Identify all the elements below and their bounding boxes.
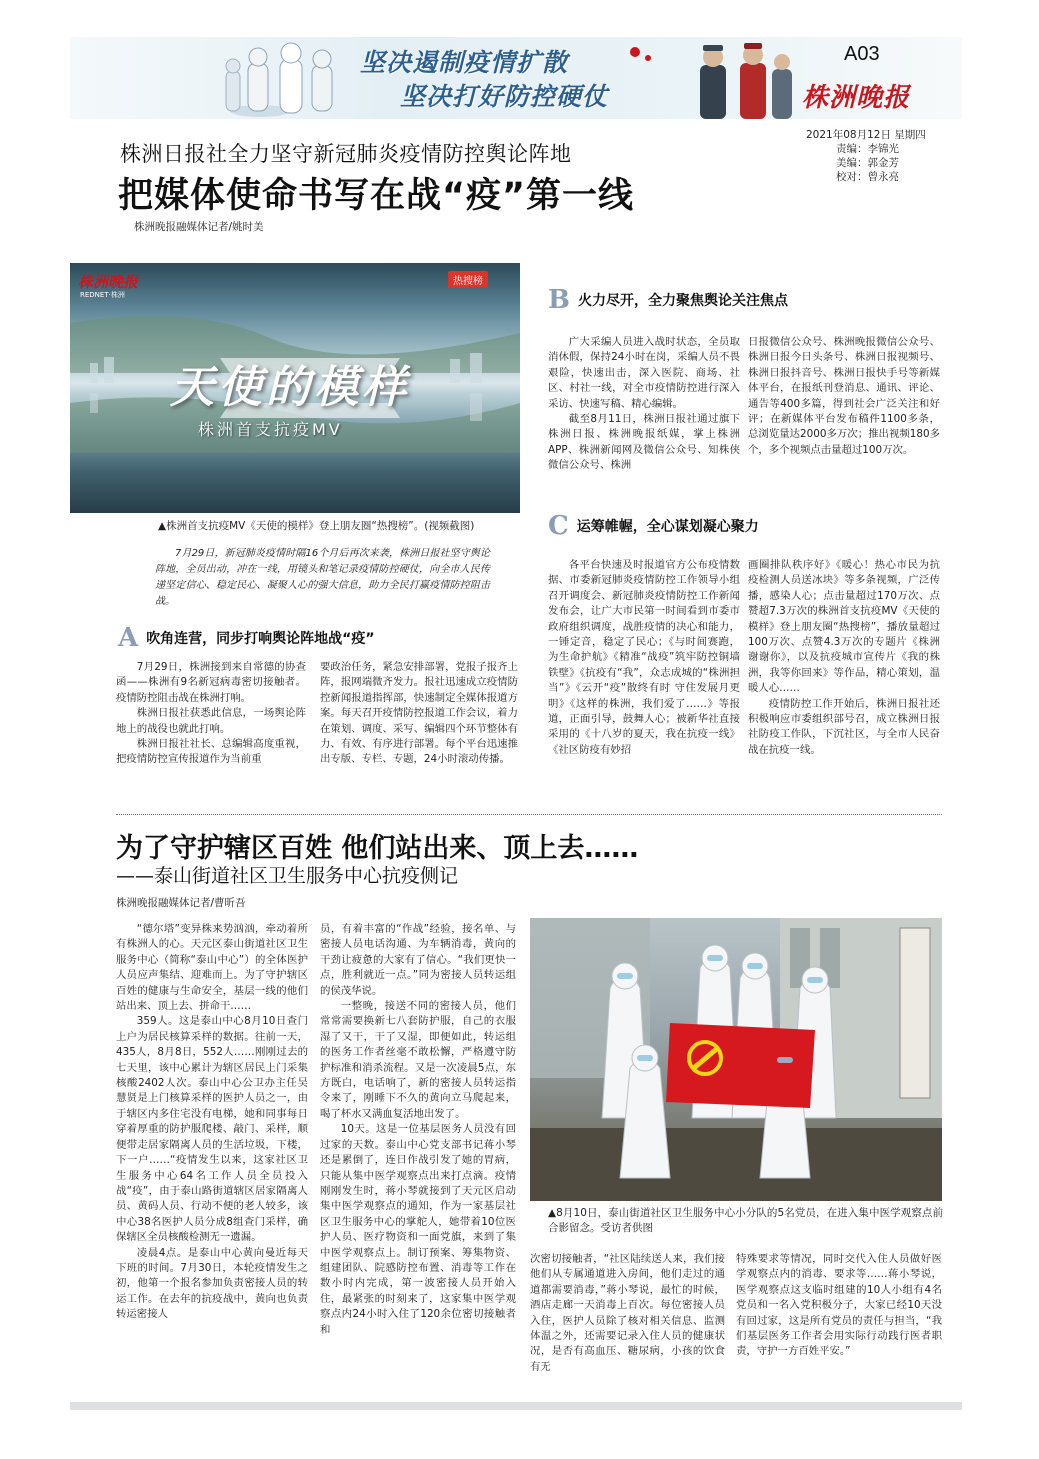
paragraph: 员，有着丰富的“作战”经验，接名单、与密接人员电话沟通、为车辆消毒，黄向的干劲让疲惫的大家有了信心。“我们更快一点，胜利就近一点。”同为密接人员转运组的侯茂华说。: [320, 923, 516, 997]
paragraph: 凌晨4点。是泰山中心黄向曼近每天下班的时间。7月30日，本轮疫情发生之初，他第一个报名参加负责密接人员的转运工作。在去年的抗疫战中，黄向也负责转运密接人: [116, 1246, 308, 1321]
section-a-letter: A: [118, 623, 139, 653]
section-b-col1: [548, 335, 740, 495]
paragraph: 特殊要求等情况，同时交代入住人员做好医学观察点内的消毒、要求等……蒋小琴说，医学观察点这支临时组建的10人小组有4名党员和一名入党积极分子，大家已经10天没有回过家，这是所有党员的责任与担当，“我们基层医务工作者会用实际行动践行医者职责，守护一方百姓平安。”: [736, 1253, 942, 1358]
article2-subheadline: ——泰山街道社区卫生服务中心抗疫侧记: [116, 865, 459, 887]
section-a-title: 吹角连营，同步打响舆论阵地战“疫”: [146, 631, 375, 647]
header-banner: [70, 37, 962, 119]
article1-byline: 株洲晚报融媒体记者/姚时美: [134, 221, 264, 233]
banner-slogan-1: 坚决遏制疫情扩散: [360, 48, 569, 77]
paragraph: 7月29日，株洲接到来自常德的协查函——株洲有9名新冠病毒密切接触者。疫情防控阻击战在株洲打响。: [116, 661, 306, 704]
article2-col3: [530, 1252, 725, 1380]
page-bottom-band: [70, 1402, 962, 1410]
section-c-title: 运筹帷幄，全心谋划凝心聚力: [576, 519, 759, 535]
paragraph: 一整晚，接送不同的密接人员，他们常常需要换新七八套防护服，自己的衣服湿了又干，干了又湿，即便如此，转运组的医务工作者丝毫不敢松懈，严格遵守防护标准和消杀流程。又是一次凌晨5点，东方既白，电话响了，新的密接人员转运指令来了，刚睡下不久的黄向立马爬起来，喝了杯水又满血复活地出发了。: [320, 1000, 516, 1120]
section-c-heading: [548, 513, 759, 539]
paragraph: 359人。这是泰山中心8月10日查门上户为居民核算采样的数据。往前一天，435人，8月8日，552人……刚刚过去的七天里，该中心累计为辖区居民上门采集核酸2402人次。泰山中心公卫办主任吴慧贤是上门核算采样的医护人员之一，由于辖区内多住宅没有电梯，她和同事每日穿着厚重的防护服爬楼、敲门、采样，顺便带走居家隔离人员的生活垃圾，下楼，下一户……“疫情发生以来，这家社区卫生服务中心64名工作人员全员投入战“疫”，由于泰山路街道辖区居家隔离人员、黄码人员、行动不便的老人较多，该中心38名医护人员分成8组查门采样，确保辖区全员核酸检测无一遗漏。: [116, 1015, 308, 1244]
mv-screenshot-photo: [70, 263, 520, 513]
article1-lead: 7月29日，新冠肺炎疫情时隔16个月后再次来袭，株洲日报社坚守舆论阵地，全员出动，冲在一线，用镜头和笔记录疫情防控硬仗，向全市人民传递坚定信心、稳定民心、凝聚人心的强大信息，助力全民打赢疫情防控阻击战。: [155, 548, 490, 607]
article2-col2: [320, 922, 516, 1380]
section-c-letter: C: [548, 511, 569, 541]
mv-big-title: 天使的模样: [170, 362, 410, 413]
banner-dots: [630, 47, 640, 57]
article2-col4: [736, 1252, 942, 1380]
article2-headline: 为了守护辖区百姓 他们站出来、顶上去……: [116, 833, 639, 864]
medical-photo-caption: ▲8月10日，泰山街道社区卫生服务中心小分队的5名党员，在进入集中医学观察点前合影留念。受访者供图: [548, 1207, 943, 1234]
paragraph: 要政治任务，紧急安排部署，党报子报齐上阵，报网端微齐发力。报社迅速成立疫情防控新闻报道指挥部，快速制定全媒体报道方案。每天召开疫情防控报道工作会议，着力在策划、调度、采写、编辑四个环节整体有力、有效、有序进行部署。每个平台迅速推出专版、专栏、专题，24小时滚动传播。: [320, 661, 518, 766]
article2-byline: 株洲晚报融媒体记者/曹昕吾: [116, 897, 246, 909]
section-b-col2: [748, 335, 940, 495]
section-a-col1: [116, 660, 306, 810]
paragraph: 10天。这是一位基层医务人员没有回过家的天数。泰山中心党支部书记蒋小琴还是累倒了，连日作战引发了她的胃病，只能从集中医学观察点出来打点滴。疫情刚刚发生时，蒋小琴就接到了天元区启动集中医学观察点的通知，作为一家基层社区卫生服务中心的掌舵人，她带着10位医护人员、医疗物资和一面党旗，来到了集中医学观察点上。制订预案、筹集物资、组建团队、院感防控布置、消毒等工作在数小时内完成，第一波密接人员开始入住，最紧张的时刻来了，这家集中医学观察点内24小时入住了120余位密切接触者和: [320, 1123, 516, 1336]
mv-photo-caption: ▲株洲首支抗疫MV《天使的模样》登上朋友圈“热搜榜”。(视频截图): [158, 520, 475, 532]
article2-col1: [116, 922, 308, 1380]
officers-illustration: [670, 39, 810, 119]
medical-team-illustration: [530, 918, 942, 1201]
banner-slogan-2: 坚决打好防控硬仗: [400, 82, 609, 111]
paragraph: “德尔塔”变异株来势汹汹，牵动着所有株洲人的心。天元区泰山街道社区卫生服务中心（简称“泰山中心”）的全体医护人员应声集结、迎难而上。为了守护辖区百姓的健康与生命安全，基层一线的他们站出来、顶上去、拼命干……: [116, 923, 308, 1013]
section-c-col2: [748, 558, 940, 808]
paragraph: 各平台快速及时报道官方公布疫情数据、市委新冠肺炎疫情防控工作领导小组召开调度会、新冠肺炎疫情防控工作新闻发布会，让广大市民第一时间看到市委市政府组织调度，战胜疫情的决心和能力，一锤定音，稳定了民心；《与时间赛跑，为生命护航》《精准“战疫”筑牢防控铜墙铁壁》《抗疫有“我”，众志成城的“株洲担当”》《云开“疫”散终有时 守住发展月更明》《这样的株洲，我们爱了……》等报道，正面引导，鼓舞人心；被新华社直接采用的《十八岁的夏天，我在抗疫一线》《社区防疫有妙招: [548, 559, 740, 756]
article-divider: [116, 814, 942, 815]
article1-headline: 把媒体使命书写在战“疫”第一线: [118, 176, 635, 216]
mv-sub-title: 株洲首支抗疫MV: [198, 420, 343, 439]
designer-credit: 美编：郭金芳: [836, 157, 899, 169]
section-b-title: 火力尽开，全力聚焦舆论关注焦点: [577, 293, 788, 309]
medical-team-photo: [530, 918, 942, 1201]
paragraph: 画圈排队秩序好》《暖心！热心市民为抗疫检测人员送冰块》等多条视频，广泛传播，感染人心；点击量超过170万次、点赞超7.3万次的株洲首支抗疫MV《天使的模样》登上朋友圈“热搜榜”，播放量超过100万次、点赞4.3万次的专题片《株洲谢谢你》，以及抗疫城市宣传片《我的株洲，我等你回来》等作品，精心策划，温暖人心……: [748, 559, 940, 695]
newspaper-logo: 株洲晚报: [802, 83, 911, 113]
paragraph: 疫情防控工作开始后，株洲日报社还积极响应市委组织部号召，成立株洲日报社防疫工作队，下沉社区，与全市人民奋战在抗疫一线。: [748, 697, 940, 756]
mv-logo: 株洲晚报: [78, 273, 139, 291]
proofreader-credit: 校对：曾永亮: [836, 171, 899, 183]
banner-dots: [645, 55, 651, 61]
mv-tag: 热搜榜: [448, 271, 488, 288]
paragraph: 截至8月11日，株洲日报社通过旗下株洲日报、株洲晚报纸媒，掌上株洲APP、株洲新闻网及微信公众号、知株侠微信公众号、株洲: [548, 413, 740, 472]
section-c-col1: [548, 558, 740, 808]
issue-date: 2021年08月12日 星期四: [806, 129, 926, 141]
section-b-letter: B: [548, 285, 570, 315]
section-b-heading: [548, 287, 788, 313]
paragraph: 次密切接触者，“社区陆续送人来，我们接他们从专属通道进入房间，他们走过的通道都需要消毒，”蒋小琴说，最忙的时候，酒店走廊一天消毒上百次。每位密接人员入住，医护人员除了核对相关信息、监测体温之外，还需要记录入住人员的健康状况，是否有高血压、糖尿病，小孩的饮食有无: [530, 1253, 725, 1373]
paragraph: 株洲日报社社长、总编辑高度重视，把疫情防控宣传报道作为当前重: [116, 738, 306, 766]
editor-credit: 责编：李锦光: [836, 143, 899, 155]
mv-logo-sub: REDNET·株洲: [80, 291, 125, 299]
article1-kicker: 株洲日报社全力坚守新冠肺炎疫情防控舆论阵地: [120, 142, 572, 166]
paragraph: 日报微信公众号、株洲晚报微信公众号、株洲日报今日头条号、株洲日报视频号、株洲日报抖音号、株洲日报快手号等新媒体平台，在报纸刊登消息、通讯、评论、通告等400多篇，得到社会广泛关注和好评；在新媒体平台发布稿件1100多条，总浏览量达2000多万次；推出视频180多个，多个视频点击量超过100万次。: [748, 336, 940, 456]
paragraph: 株洲日报社获悉此信息，一场舆论阵地上的战役也就此打响。: [116, 707, 306, 735]
paragraph: 广大采编人员进入战时状态，全员取消休假，保持24小时在岗，采编人员不畏艰险，快速出击，深入医院、商场、社区、村社一线，对全市疫情防控进行深入采访、快速写稿、精心编辑。: [548, 336, 740, 410]
page-number: A03: [844, 43, 880, 65]
section-a-col2: [320, 660, 518, 810]
section-a-heading: [118, 625, 375, 651]
